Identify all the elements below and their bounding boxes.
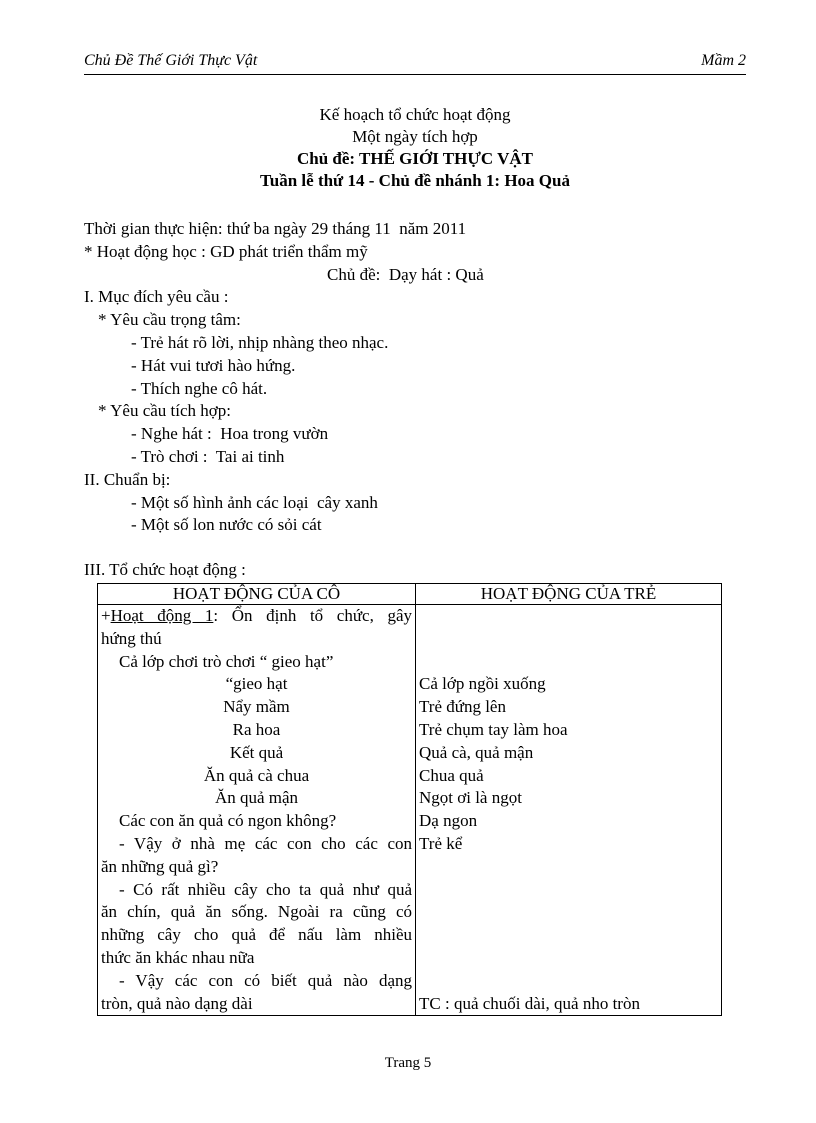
table-row bbox=[98, 605, 722, 1016]
req-int-heading: * Yêu cầu tích hợp: bbox=[98, 401, 231, 421]
page-header bbox=[84, 52, 746, 75]
chant-line: Nẩy mầm bbox=[223, 697, 290, 717]
header-topic: Chủ Đề Thế Giới Thực Vật bbox=[84, 52, 258, 69]
child-activities-cell bbox=[416, 605, 722, 1016]
page-number: Trang 5 bbox=[384, 1055, 432, 1071]
prep-item: - Một số lon nước có sỏi cát bbox=[131, 515, 322, 535]
child-response: Trẻ kể bbox=[419, 833, 463, 853]
child-response: Dạ ngon bbox=[419, 811, 478, 831]
chant-line: Kết quả bbox=[229, 742, 284, 762]
activity-1-line: +Hoạt động 1: Ổn định tổ chức, gây bbox=[101, 606, 413, 625]
topic-line: Chủ đề: Dạy hát : Quả bbox=[327, 264, 484, 284]
teacher-activities-cell: +Hoạt động 1: Ổn định tổ chức, gây hứng thú Cả lớp chơi trò chơi “ gieo hạt” “gieo hạt Nẩy mầm Ra hoa Kết quả Ăn quả cà chua Ăn quả mận Các con ăn quả có ngon không? - Vậy ở nhà mẹ các con cho các con ăn những quả gì? - Có rất nhiều cây cho ta quả như quả ăn chín, quả ăn sống. Ngoài ra cũng có những cây cho quả để nấu làm nhiều thức ăn khác nhau nữa - Vậy các con có biết quả nào dạng tròn, quả nào dạng dài bbox=[98, 605, 416, 1016]
chant-line: Ăn quả cà chua bbox=[203, 765, 310, 785]
req-main-heading: * Yêu cầu trọng tâm: bbox=[98, 310, 241, 330]
chant-line: “gieo hạt bbox=[225, 674, 288, 694]
section-3-heading: III. Tổ chức hoạt động : bbox=[84, 560, 246, 580]
req-main-item: - Hát vui tươi hào hứng. bbox=[131, 355, 296, 375]
prep-item: - Một số hình ảnh các loại cây xanh bbox=[131, 492, 378, 512]
title-line-1: Kế hoạch tổ chức hoạt động bbox=[319, 105, 511, 124]
chant-line: Ăn quả mận bbox=[214, 788, 299, 808]
child-response: Cả lớp ngồi xuống bbox=[419, 674, 546, 694]
child-response: Trẻ chụm tay làm hoa bbox=[419, 719, 568, 739]
chant-line: Ra hoa bbox=[232, 719, 281, 739]
table-header-row bbox=[98, 584, 722, 605]
child-response: Trẻ đứng lên bbox=[419, 697, 506, 717]
req-main-item: - Trẻ hát rõ lời, nhịp nhàng theo nhạc. bbox=[131, 332, 389, 352]
child-response: Chua quả bbox=[419, 765, 484, 785]
title-line-3: Chủ đề: THẾ GIỚI THỰC VẬT bbox=[296, 149, 534, 168]
child-column-header: HOẠT ĐỘNG CỦA TRẺ bbox=[416, 584, 722, 605]
time-line: Thời gian thực hiện: thứ ba ngày 29 tháng 11 năm 2011 bbox=[84, 219, 467, 238]
title-line-4: Tuần lễ thứ 14 - Chủ đề nhánh 1: Hoa Quả bbox=[259, 171, 570, 190]
header-class: Mầm 2 bbox=[701, 52, 746, 69]
req-int-item: - Nghe hát : Hoa trong vườn bbox=[131, 424, 329, 444]
section-1-heading: I. Mục đích yêu cầu : bbox=[84, 287, 229, 307]
req-main-item: - Thích nghe cô hát. bbox=[131, 378, 268, 398]
activity-1-label: Hoạt động 1 bbox=[110, 606, 214, 625]
child-response: TC : quả chuối dài, quả nho tròn bbox=[419, 993, 640, 1013]
lesson-plan-body bbox=[84, 218, 744, 582]
child-response: Ngọt ơi là ngọt bbox=[419, 788, 522, 808]
title-block bbox=[84, 104, 746, 192]
activity-line: * Hoạt động học : GD phát triển thẩm mỹ bbox=[84, 241, 368, 261]
child-response: Quả cà, quả mận bbox=[419, 742, 534, 762]
req-int-item: - Trò chơi : Tai ai tinh bbox=[131, 446, 285, 466]
title-line-2: Một ngày tích hợp bbox=[352, 127, 478, 146]
section-2-heading: II. Chuẩn bị: bbox=[84, 469, 171, 489]
activity-table bbox=[97, 583, 722, 1016]
teacher-column-header: HOẠT ĐỘNG CỦA CÔ bbox=[98, 584, 416, 605]
